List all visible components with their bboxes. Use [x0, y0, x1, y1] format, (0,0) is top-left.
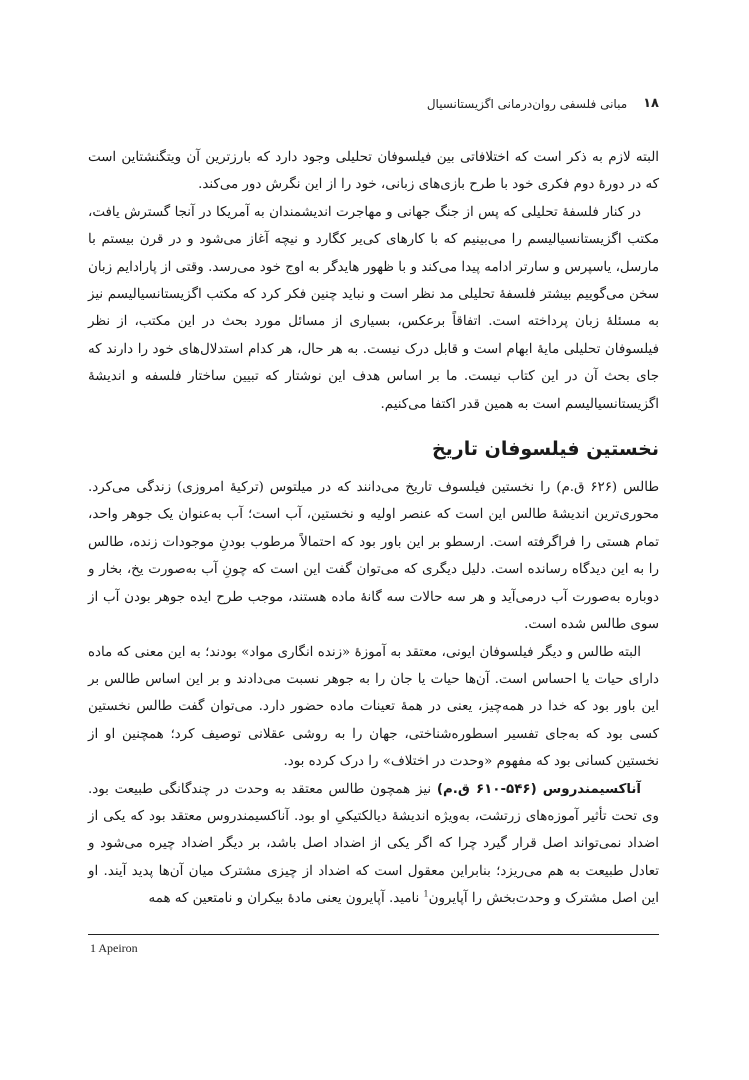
- footnote-marker[interactable]: 1: [423, 889, 429, 899]
- paragraph-text: نامید. آپایرون یعنی مادهٔ بیکران و نامتعین که همه: [148, 891, 424, 907]
- paragraph-text: نیز همچون طالس معتقد به وحدت در چندگانگی طبیعت بود. وی تحت تأثیر آموزه‌های زرتشت، به‌ویژه اندیشهٔ دیالکتیکیِ او بود. آناکسیمندروس معتقد بود که یکی از اضداد نمی‌تواند اصل قرار گیرد چرا که اگر یکی از اضداد اصل باشد، بر دیگر اضداد چیره می‌شود و تعادل طبیعت به هم می‌ریزد؛ بنابراین معقول است که اضداد از چیزی مشترک میان آن‌ها پدید آیند. او این اصل مشترک و وحدت‌بخش را آپایرون: [88, 781, 659, 907]
- paragraph: [88, 776, 659, 913]
- paragraph-lead: آناکسیمندروس (۵۴۶-۶۱۰ ق.م): [436, 781, 642, 797]
- page-number: ۱۸: [643, 96, 659, 111]
- footnote: 1 Apeiron: [90, 941, 138, 955]
- body-text: [88, 144, 659, 913]
- running-head: [88, 96, 659, 111]
- paragraph: طالس (۶۲۶ ق.م) را نخستین فیلسوف تاریخ می‌دانند که در میلتوس (ترکیهٔ امروزی) زندگی می‌کرد. محوری‌ترین اندیشهٔ طالس این است که عنصر اولیه و نخستین، آب است؛ آب به‌عنوان یک جوهر واحد، تمام هستی را فراگرفته است. ارسطو بر این باور بود که احتمالاً مرطوب بودنِ موجودات زنده، طالس را به این دیدگاه رسانده است. دلیل دیگری که می‌توان گفت این است که چونِ آب به‌صورت یخ، بخار و دوباره به‌صورت آب درمی‌آید و هر سه حالات سه گانهٔ ماده هستند، موجب طرح ایده جوهر بودن آب از سوی طالس شده است.: [88, 480, 659, 633]
- paragraph: البته طالس و دیگر فیلسوفان ایونی، معتقد به آموزهٔ «زنده انگاری مواد» بودند؛ به این معنی که ماده دارای حیات یا احساس است. آن‌ها حیات یا جان را به جوهر نسبت می‌دادند و بر این اساس طالس بر این باور بود که خدا در همه‌چیز، یعنی در همهٔ تعینات ماده حضور دارد. می‌توان گفت طالس نخستین کسی بود که به‌جای تفسیر اسطوره‌شناختی، جهان را به روشی عقلانی توصیف کرد؛ همچنین او از نخستین کسانی بود که مفهوم «وحدت در اختلاف» را درک کرده بود.: [88, 644, 659, 770]
- footnote-rule: [88, 934, 659, 935]
- section-heading: نخستین فیلسوفان تاریخ: [431, 438, 659, 461]
- running-title: مبانی فلسفی روان‌درمانی اگزیستانسیال: [426, 96, 628, 111]
- paragraph: در کنار فلسفهٔ تحلیلی که پس از جنگ جهانی و مهاجرت اندیشمندان به آمریکا در آنجا گسترش یافت، مکتب اگزیستانسیالیسم را می‌بینیم که با کارهای کی‌یر کگارد و نیچه آغاز می‌شود و در قرن بیستم با مارسل، یاسپرس و سارتر ادامه پیدا می‌کند و با ظهور هایدگر به اوج خود می‌رسد. وقتی از پارادایم زبان سخن می‌گوییم بیشتر فلسفهٔ تحلیلی مد نظر است و نباید چنین فکر کرد که مکتب اگزیستانسیالیسم نیز به مسئلهٔ زبان پرداخته است. اتفاقاً برعکس، بسیاری از مسائل مورد بحث در این مکتب، از نظر فیلسوفان تحلیلی مایهٔ ابهام است و قابل درک نیست. به هر حال، هر کدام استدلال‌های خود را دارند که جای بحث آن در این کتاب نیست. ما بر اساس هدف این نوشتار که تبیین ساختار فلسفه و اندیشهٔ اگزیستانسیالیسم است به همین قدر اکتفا می‌کنیم.: [88, 204, 659, 412]
- paragraph: البته لازم به ذکر است که اختلافاتی بین فیلسوفان تحلیلی وجود دارد که بارزترین آن ویتگنشتاین است که در دورهٔ دوم فکری خود با طرح بازی‌های زبانی، خود را از این نگرش دور می‌کند.: [88, 150, 659, 193]
